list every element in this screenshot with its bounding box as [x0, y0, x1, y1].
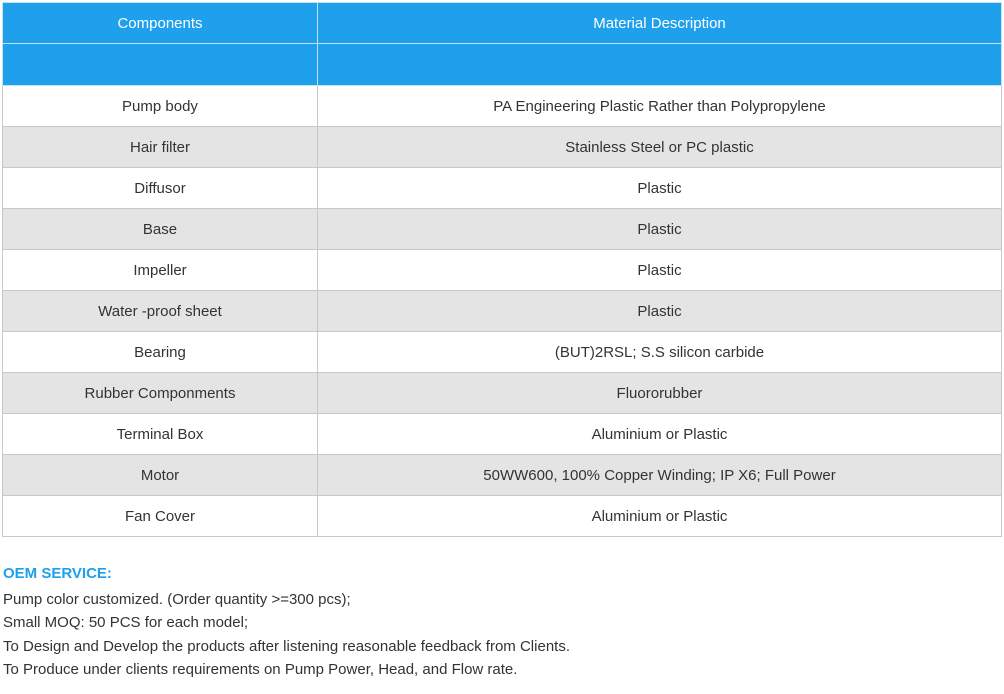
- column-header-material-description: Material Description: [318, 3, 1002, 44]
- table-row: [3, 332, 1002, 373]
- table-header-row: [3, 3, 1002, 44]
- material-cell: Plastic: [318, 209, 1002, 250]
- table-row: [3, 127, 1002, 168]
- oem-service-line: Small MOQ: 50 PCS for each model;: [3, 614, 249, 631]
- component-cell: Terminal Box: [3, 414, 318, 455]
- column-header-components: Components: [3, 3, 318, 44]
- table-row: [3, 291, 1002, 332]
- material-spec-table: [2, 2, 1002, 537]
- component-cell: Pump body: [3, 86, 318, 127]
- table-row: [3, 373, 1002, 414]
- table-row: [3, 250, 1002, 291]
- material-cell: Fluororubber: [318, 373, 1002, 414]
- material-cell: 50WW600, 100% Copper Winding; IP X6; Full Power: [318, 455, 1002, 496]
- table-row: [3, 209, 1002, 250]
- subheader-cell: [3, 44, 318, 86]
- component-cell: Rubber Componments: [3, 373, 318, 414]
- material-cell: Plastic: [318, 168, 1002, 209]
- table-row: [3, 414, 1002, 455]
- table-row: [3, 455, 1002, 496]
- component-cell: Hair filter: [3, 127, 318, 168]
- material-cell: Plastic: [318, 291, 1002, 332]
- table-subheader-row: [3, 44, 1002, 86]
- oem-service-title: OEM SERVICE:: [3, 565, 112, 582]
- table-row: [3, 496, 1002, 537]
- component-cell: Bearing: [3, 332, 318, 373]
- component-cell: Motor: [3, 455, 318, 496]
- subheader-cell: [318, 44, 1002, 86]
- material-cell: Plastic: [318, 250, 1002, 291]
- component-cell: Base: [3, 209, 318, 250]
- material-cell: (BUT)2RSL; S.S silicon carbide: [318, 332, 1002, 373]
- oem-service-line: Pump color customized. (Order quantity >=300 pcs);: [3, 590, 351, 608]
- component-cell: Fan Cover: [3, 496, 318, 537]
- material-cell: Stainless Steel or PC plastic: [318, 127, 1002, 168]
- oem-service-line: To Design and Develop the products after listening reasonable feedback from Clients.: [3, 637, 570, 655]
- oem-service-section: [3, 562, 993, 682]
- material-cell: Aluminium or Plastic: [318, 496, 1002, 537]
- material-cell: Aluminium or Plastic: [318, 414, 1002, 455]
- table-row: [3, 86, 1002, 127]
- component-cell: Diffusor: [3, 168, 318, 209]
- material-cell: PA Engineering Plastic Rather than Polypropylene: [318, 86, 1002, 127]
- component-cell: Water -proof sheet: [3, 291, 318, 332]
- component-cell: Impeller: [3, 250, 318, 291]
- oem-service-line: To Produce under clients requirements on Pump Power, Head, and Flow rate.: [3, 661, 518, 678]
- table-row: [3, 168, 1002, 209]
